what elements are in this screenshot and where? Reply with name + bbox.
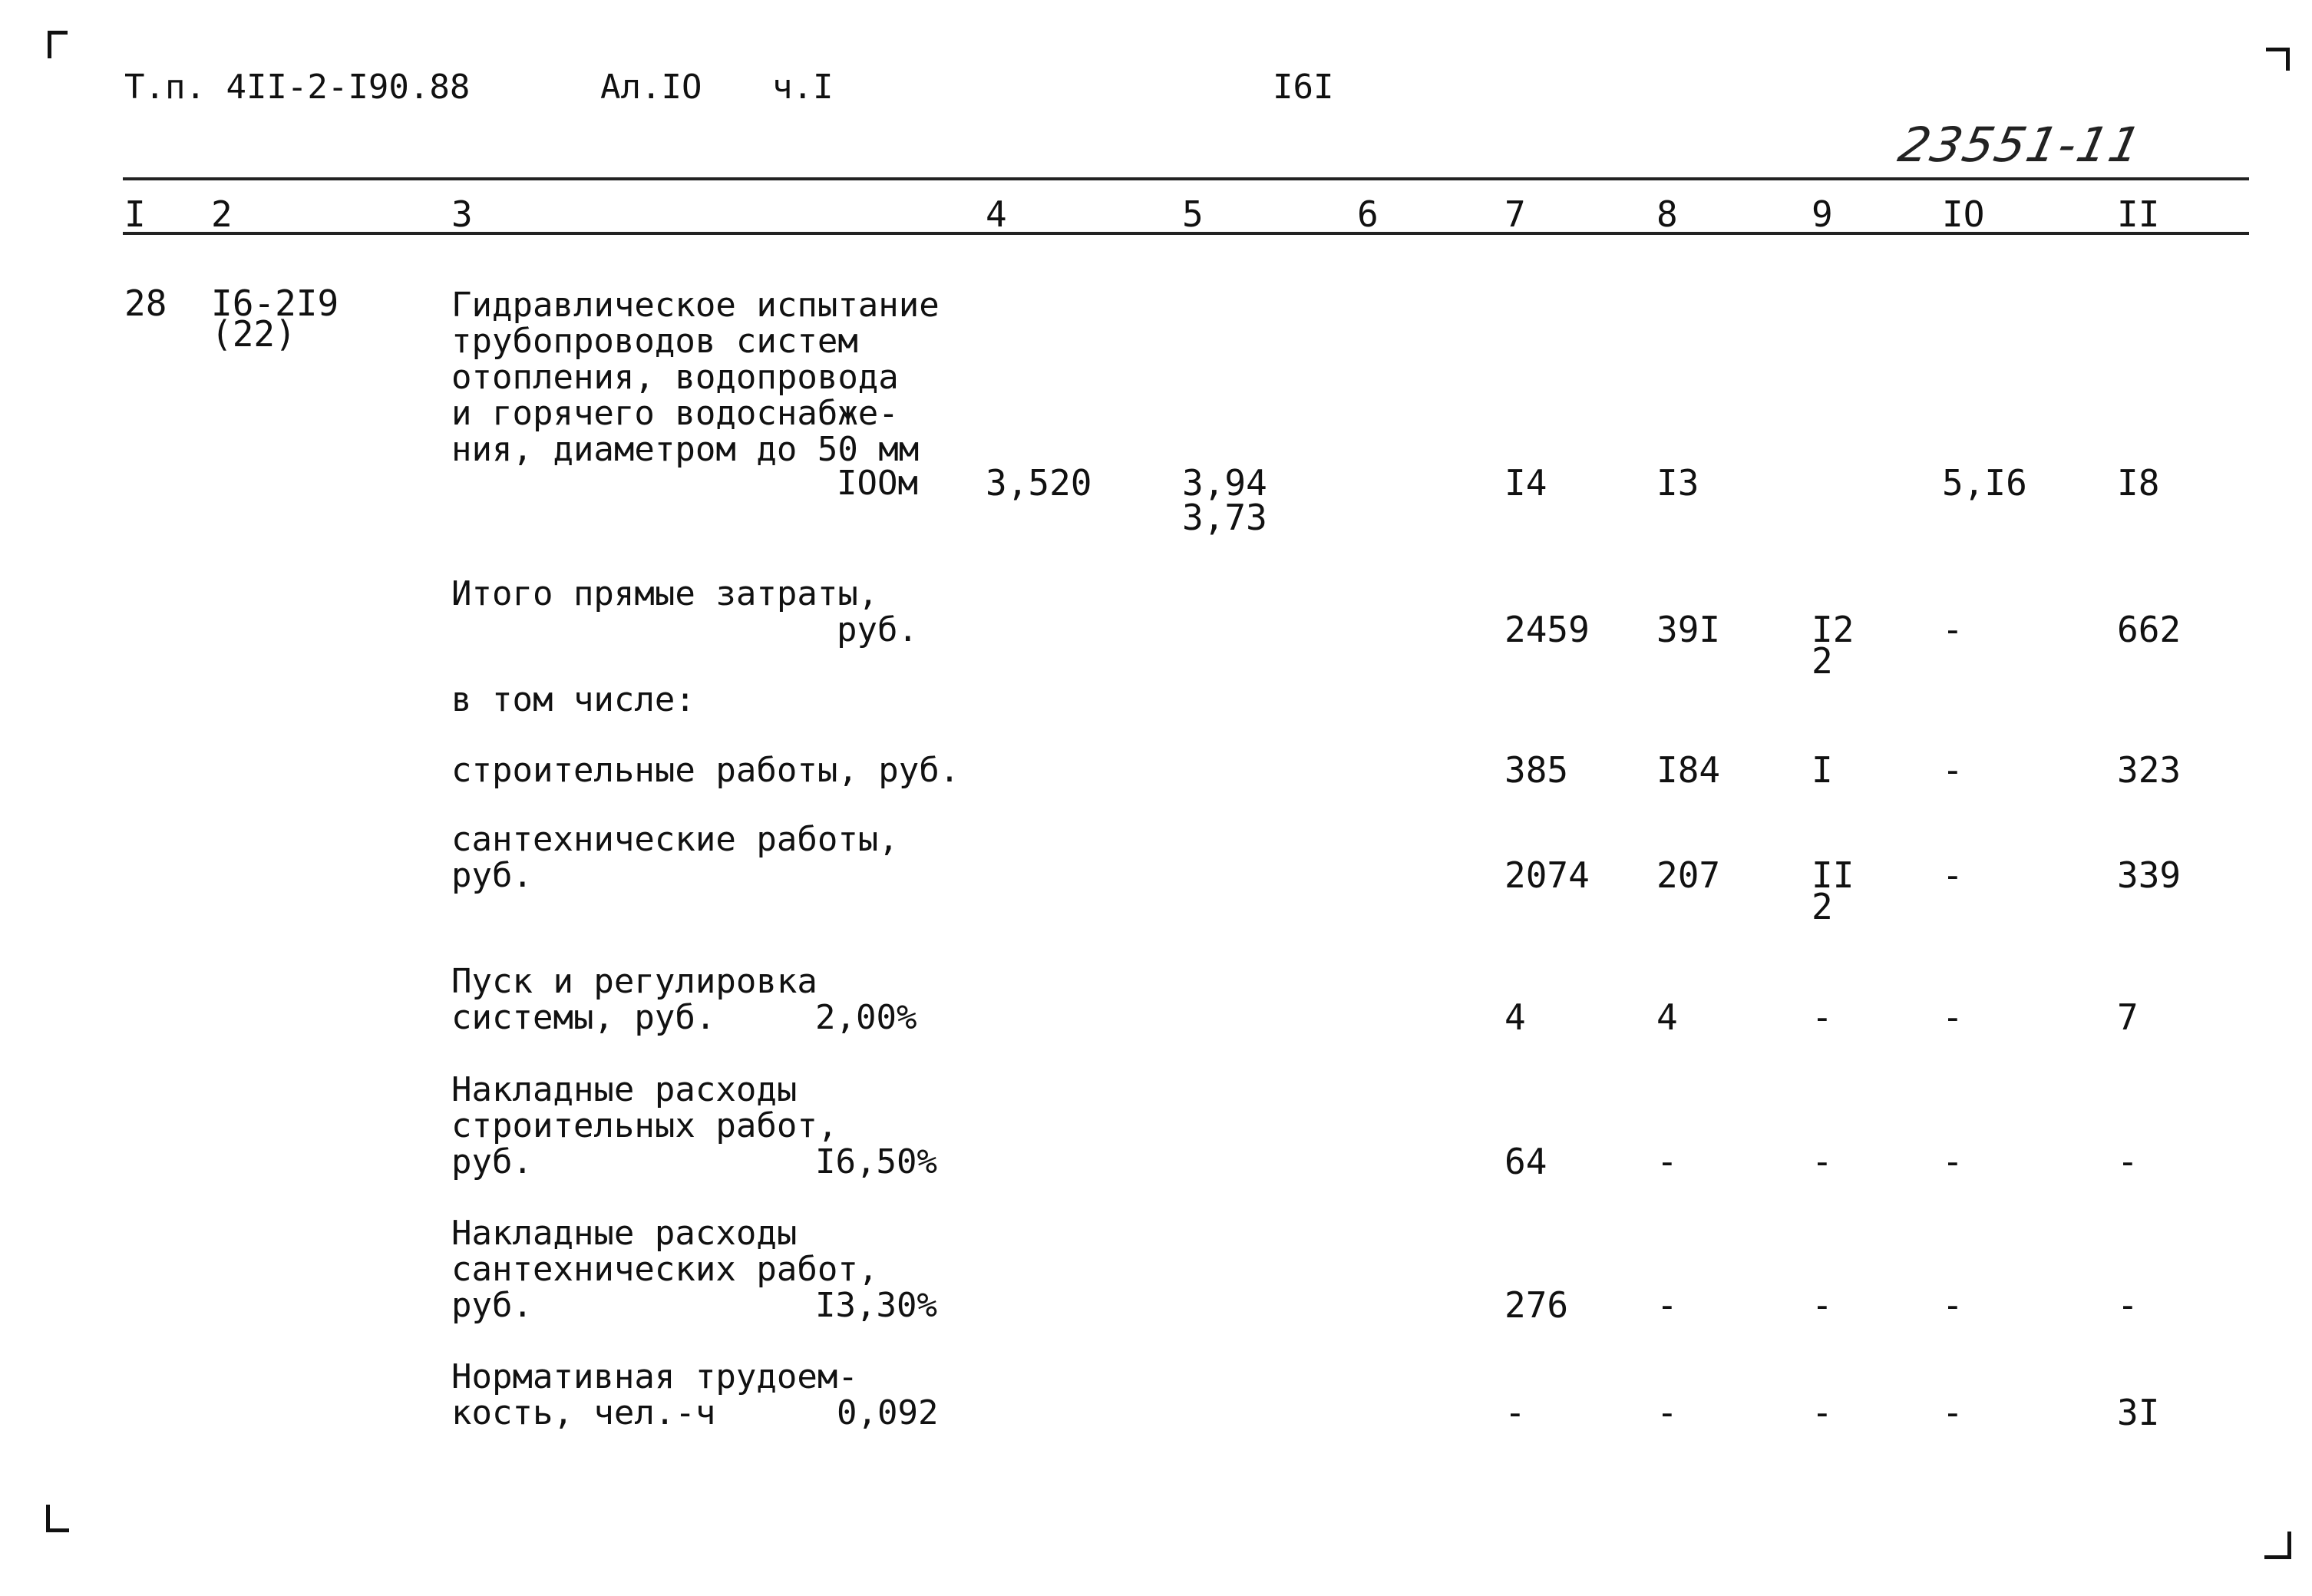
overhead-plumbing-col10: - xyxy=(1942,1284,1964,1326)
header-rule-top xyxy=(123,177,2249,180)
overhead-construction-col8: - xyxy=(1656,1141,1678,1182)
startup-col9: - xyxy=(1812,996,1833,1038)
item-description-line: ния, диаметром до 50 мм xyxy=(451,430,920,469)
overhead-construction-label-unit: руб. xyxy=(451,1142,533,1181)
total-direct-label-unit: руб. xyxy=(837,610,918,649)
item-description-line: трубопроводов систем xyxy=(451,322,858,361)
startup-col7: 4 xyxy=(1504,996,1526,1038)
plumbing-col9: II xyxy=(1812,854,1855,896)
construction-col7: 385 xyxy=(1504,749,1569,791)
overhead-plumbing-label-unit: руб. xyxy=(451,1286,533,1325)
overhead-plumbing-col7: 276 xyxy=(1504,1284,1569,1326)
column-number-2: 2 xyxy=(211,193,233,235)
column-number-9: 9 xyxy=(1812,193,1833,235)
plumbing-col9-sub: 2 xyxy=(1812,886,1833,927)
plumbing-col8: 207 xyxy=(1656,854,1721,896)
total-direct-col9: I2 xyxy=(1812,609,1855,650)
item-description-line: и горячего водоснабже- xyxy=(451,394,899,433)
item-number: 28 xyxy=(124,283,167,324)
labor-label-unit: кость, чел.-ч xyxy=(451,1393,716,1432)
column-number-6: 6 xyxy=(1357,193,1379,235)
doc-code: Т.п. 4II-2-I90.88 xyxy=(124,68,471,107)
overhead-construction-col9: - xyxy=(1812,1141,1833,1182)
item-description-line: отопления, водопровода xyxy=(451,358,899,397)
startup-col11: 7 xyxy=(2117,996,2139,1038)
overhead-plumbing-col9: - xyxy=(1812,1284,1833,1326)
overhead-plumbing-col8: - xyxy=(1656,1284,1678,1326)
item-col10: 5,I6 xyxy=(1942,462,2027,504)
item-code-sub: (22) xyxy=(211,313,296,355)
overhead-plumbing-percent: I3,30% xyxy=(815,1286,937,1325)
corner-mark-bottom-right-bar xyxy=(2287,1532,2291,1559)
overhead-construction-col10: - xyxy=(1942,1141,1964,1182)
construction-col10: - xyxy=(1942,749,1964,791)
column-number-8: 8 xyxy=(1656,193,1678,235)
construction-col11: 323 xyxy=(2117,749,2182,791)
plumbing-label: сантехнические работы, xyxy=(451,820,899,859)
startup-col10: - xyxy=(1942,996,1964,1038)
startup-label-unit: системы, руб. xyxy=(451,998,716,1037)
column-number-4: 4 xyxy=(986,193,1007,235)
item-price-sub: 3,73 xyxy=(1182,497,1267,538)
construction-col9: I xyxy=(1812,749,1833,791)
column-number-1: I xyxy=(124,193,146,235)
plumbing-col11: 339 xyxy=(2117,854,2182,896)
item-col11: I8 xyxy=(2117,462,2160,504)
item-description-line: Гидравлическое испытание xyxy=(451,286,940,325)
corner-mark-bottom-right xyxy=(2264,1555,2291,1559)
handwritten-number: 23551-11 xyxy=(1894,117,2148,173)
plumbing-col7: 2074 xyxy=(1504,854,1590,896)
column-number-3: 3 xyxy=(451,193,473,235)
overhead-construction-label: строительных работ, xyxy=(451,1106,838,1145)
total-direct-col9-sub: 2 xyxy=(1812,640,1833,682)
labor-col11: 3I xyxy=(2117,1392,2160,1433)
including-label: в том числе: xyxy=(451,680,695,719)
plumbing-label-unit: руб. xyxy=(451,856,533,895)
labor-value: 0,092 xyxy=(837,1393,939,1432)
construction-label: строительные работы, руб. xyxy=(451,751,960,790)
corner-mark-top-right-bar xyxy=(2286,48,2290,71)
column-number-11: II xyxy=(2117,193,2160,235)
total-direct-label: Итого прямые затраты, xyxy=(451,574,879,613)
overhead-plumbing-label: сантехнических работ, xyxy=(451,1250,879,1289)
total-direct-col8: 39I xyxy=(1656,609,1721,650)
plumbing-col10: - xyxy=(1942,854,1964,896)
labor-col8: - xyxy=(1656,1392,1678,1433)
total-direct-col7: 2459 xyxy=(1504,609,1590,650)
corner-mark-bottom-left-bar xyxy=(46,1528,69,1532)
labor-label: Нормативная трудоем- xyxy=(451,1357,858,1396)
column-number-5: 5 xyxy=(1182,193,1204,235)
labor-col7: - xyxy=(1504,1392,1526,1433)
labor-col10: - xyxy=(1942,1392,1964,1433)
startup-col8: 4 xyxy=(1656,996,1678,1038)
corner-mark-top-left-bar xyxy=(48,31,68,35)
overhead-plumbing-label: Накладные расходы xyxy=(451,1214,798,1253)
item-unit: IOOм xyxy=(837,464,918,503)
overhead-construction-col11: - xyxy=(2117,1141,2139,1182)
overhead-construction-percent: I6,50% xyxy=(815,1142,937,1181)
overhead-construction-col7: 64 xyxy=(1504,1141,1547,1182)
overhead-construction-label: Накладные расходы xyxy=(451,1070,798,1109)
corner-mark-top-left xyxy=(48,31,51,58)
column-number-10: IO xyxy=(1942,193,1985,235)
page-number: I6I xyxy=(1273,68,1334,107)
column-number-7: 7 xyxy=(1504,193,1526,235)
overhead-plumbing-col11: - xyxy=(2117,1284,2139,1326)
item-price: 3,94 xyxy=(1182,462,1267,504)
item-col7: I4 xyxy=(1504,462,1547,504)
total-direct-col11: 662 xyxy=(2117,609,2182,650)
item-quantity: 3,520 xyxy=(986,462,1092,504)
labor-col9: - xyxy=(1812,1392,1833,1433)
startup-percent: 2,00% xyxy=(815,998,917,1037)
part-number: ч.I xyxy=(772,68,834,107)
album-number: Ал.IO xyxy=(600,68,702,107)
total-direct-col10: - xyxy=(1942,609,1964,650)
startup-label: Пуск и регулировка xyxy=(451,962,817,1001)
item-code: I6-2I9 xyxy=(211,283,339,324)
item-col8: I3 xyxy=(1656,462,1699,504)
construction-col8: I84 xyxy=(1656,749,1721,791)
